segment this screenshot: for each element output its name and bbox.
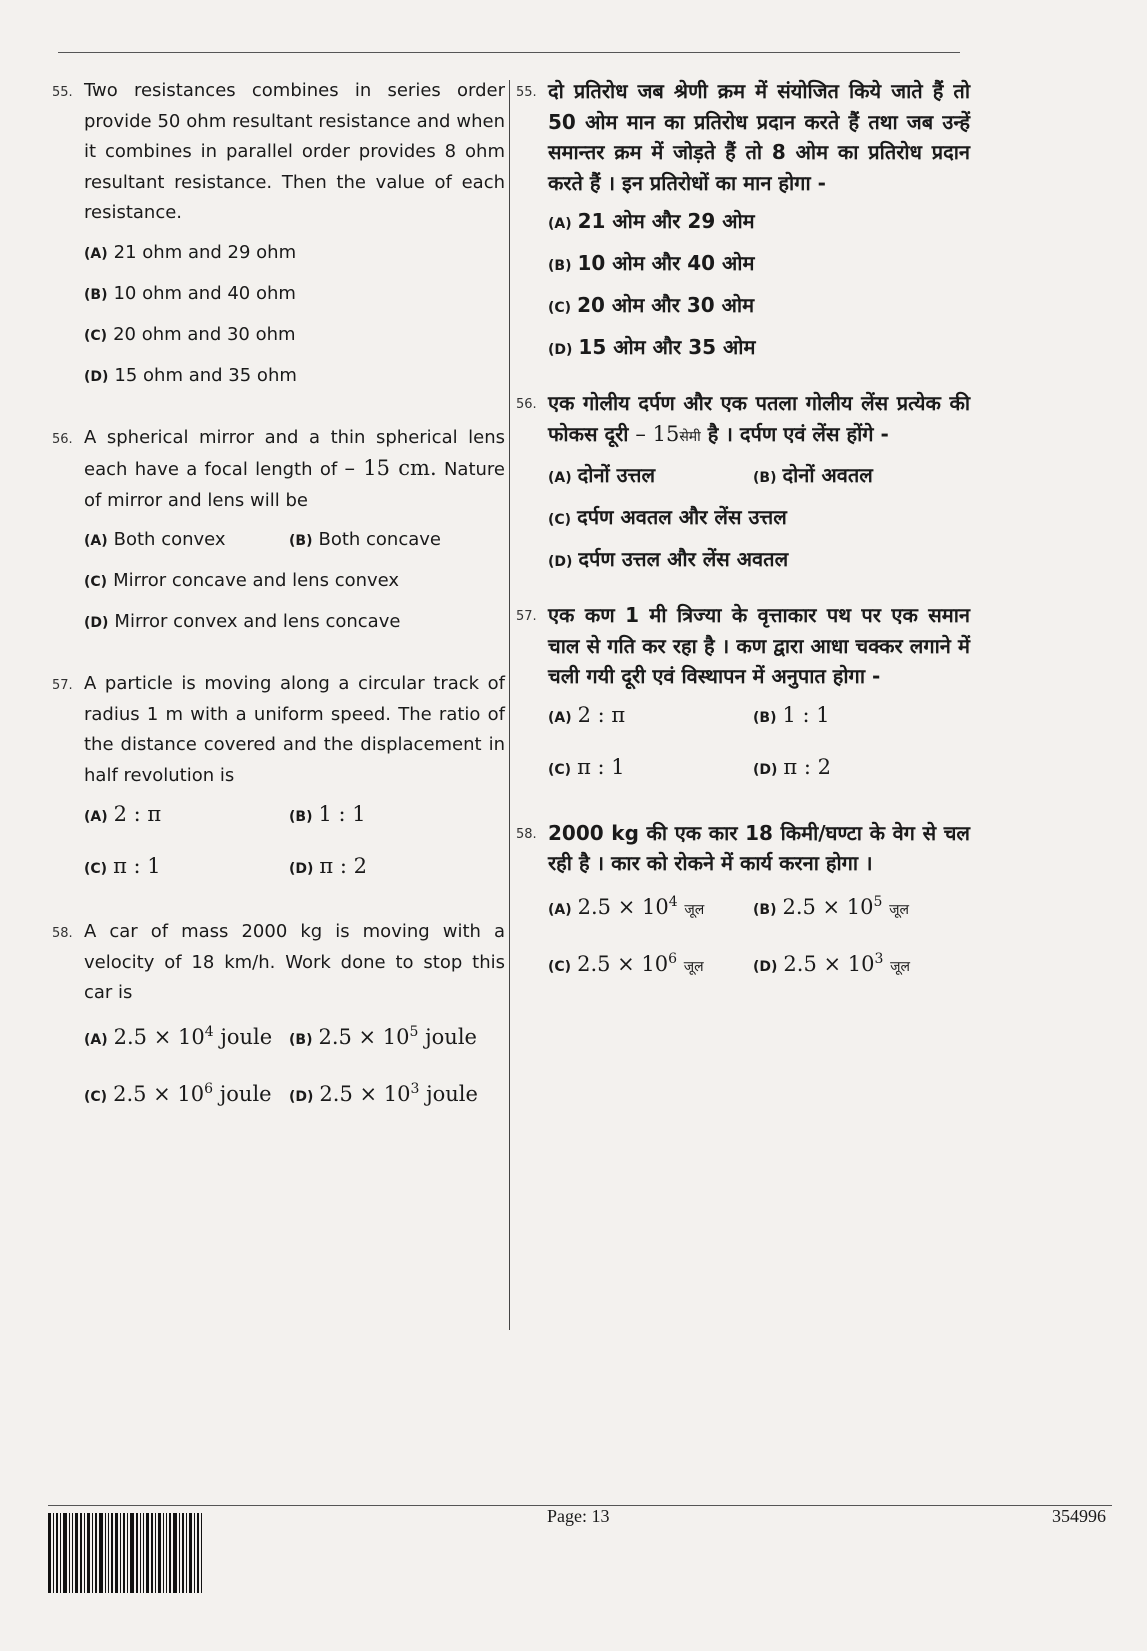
barcode-bar xyxy=(146,1513,149,1593)
question-55-en xyxy=(50,76,505,393)
option-b[interactable]: (B) 1 : 1 xyxy=(289,802,366,826)
barcode-bar xyxy=(69,1513,70,1593)
barcode-bar xyxy=(95,1513,97,1593)
question-text: एक गोलीय दर्पण और एक पतला गोलीय लेंस प्रत्येक की फोकस दूरी – 15सेमी है । दर्पण एवं लेंस होंगे - xyxy=(548,391,970,446)
barcode-bar xyxy=(179,1513,180,1593)
option-c[interactable]: (C) Mirror concave and lens convex xyxy=(84,570,400,591)
question-57-hi xyxy=(514,600,970,786)
option-b[interactable]: (B) 10 ohm and 40 ohm xyxy=(84,282,296,304)
question-text: दो प्रतिरोध जब श्रेणी क्रम में संयोजित किये जाते हैं तो 50 ओम मान का प्रतिरोध प्रदान करते हैं तथा जब उन्हें समान्तर क्रम में जोड़ते हैं तो 8 ओम का प्रतिरोध प्रदान करते हैं । इन प्रतिरोधों का मान होगा - xyxy=(548,79,970,195)
barcode-bar xyxy=(111,1513,113,1593)
question-number: 55. xyxy=(516,85,537,100)
barcode-bar xyxy=(169,1513,171,1593)
option-b[interactable]: (B) Both concave xyxy=(289,529,441,550)
barcode-bar xyxy=(108,1513,109,1593)
page-number: Page: 13 xyxy=(547,1506,610,1526)
question-text: A car of mass 2000 kg is moving with a velocity of 18 km/h. Work done to stop this car is xyxy=(84,921,505,1003)
option-d[interactable]: (D) π : 2 xyxy=(289,854,368,878)
option-d[interactable]: (D) Mirror convex and lens concave xyxy=(84,611,401,632)
barcode-bar xyxy=(72,1513,73,1593)
question-number: 57. xyxy=(516,609,537,624)
barcode-bar xyxy=(87,1513,90,1593)
option-c[interactable]: (C) दर्पण अवतल और लेंस उत्तल xyxy=(548,505,787,529)
barcode-bar xyxy=(140,1513,141,1593)
barcode-bar xyxy=(130,1513,134,1593)
barcode-bar xyxy=(92,1513,93,1593)
barcode-bar xyxy=(197,1513,199,1593)
barcode-bar xyxy=(48,1513,51,1593)
paper-code: 354996 xyxy=(1052,1506,1106,1526)
barcode-bar xyxy=(173,1513,177,1593)
option-a[interactable]: (A) दोनों उत्तल xyxy=(548,463,656,487)
option-a[interactable]: (A) 21 ohm and 29 ohm xyxy=(84,241,297,263)
question-58-en xyxy=(50,917,505,1113)
option-c[interactable]: (C) π : 1 xyxy=(548,754,625,779)
option-c[interactable]: (C) 20 ओम और 30 ओम xyxy=(548,293,755,317)
question-number: 57. xyxy=(52,678,73,693)
column-divider xyxy=(509,80,510,1330)
barcode-bar xyxy=(155,1513,156,1593)
barcode-bar xyxy=(189,1513,192,1593)
option-a[interactable]: (A) 2 : π xyxy=(548,702,626,727)
barcode-bar xyxy=(136,1513,138,1593)
option-c[interactable]: (C) 20 ohm and 30 ohm xyxy=(84,323,296,345)
barcode-icon xyxy=(48,1513,243,1593)
question-text: A spherical mirror and a thin spherical lens each have a focal length of – 15 cm. Nature of mirror and lens will be xyxy=(84,426,505,511)
option-c[interactable]: (C) π : 1 xyxy=(84,854,161,878)
option-c[interactable]: (C) $2.5 \times 10^6$ joule xyxy=(84,1080,272,1106)
option-d[interactable]: (D) $2.5 \times 10^3$ जूल xyxy=(753,950,910,976)
question-text: A particle is moving along a circular track of radius 1 m with a uniform speed. The ratio of the distance covered and the displacement in half revolution is xyxy=(84,673,505,786)
question-text: Two resistances combines in series order provide 50 ohm resultant resistance and when it combines in parallel order provides 8 ohm resultant resistance. Then the value of each resistance. xyxy=(84,80,505,223)
barcode-bar xyxy=(53,1513,54,1593)
barcode-bar xyxy=(75,1513,78,1593)
barcode-bar xyxy=(151,1513,153,1593)
question-55-hi xyxy=(514,76,970,366)
barcode-bar xyxy=(158,1513,161,1593)
barcode-bar xyxy=(80,1513,82,1593)
barcode-bar xyxy=(105,1513,106,1593)
option-b[interactable]: (B) $2.5 \times 10^5$ जूल xyxy=(753,893,910,919)
option-b[interactable]: (B) 1 : 1 xyxy=(753,702,830,727)
barcode-bar xyxy=(127,1513,128,1593)
barcode-bar xyxy=(123,1513,125,1593)
question-number: 58. xyxy=(52,926,73,941)
barcode-bar xyxy=(186,1513,187,1593)
question-56-hi xyxy=(514,388,970,578)
option-a[interactable]: (A) $2.5 \times 10^4$ joule xyxy=(84,1023,273,1049)
question-number: 56. xyxy=(52,431,73,447)
option-d[interactable]: (D) π : 2 xyxy=(753,754,832,779)
option-a[interactable]: (A) Both convex xyxy=(84,529,226,550)
option-c[interactable]: (C) $2.5 \times 10^6$ जूल xyxy=(548,950,704,976)
barcode-bar xyxy=(166,1513,167,1593)
question-text: एक कण 1 मी त्रिज्या के वृत्ताकार पथ पर एक समान चाल से गति कर रहा है । कण द्वारा आधा चक्कर लगाने में चली गयी दूरी एवं विस्थापन में अनुपात होगा - xyxy=(548,603,970,688)
option-d[interactable]: (D) दर्पण उत्तल और लेंस अवतल xyxy=(548,547,789,571)
option-d[interactable]: (D) 15 ohm and 35 ohm xyxy=(84,364,297,386)
question-text: 2000 kg की एक कार 18 किमी/घण्टा के वेग से चल रही है । कार को रोकने में कार्य करना होगा । xyxy=(548,820,970,875)
question-57-en xyxy=(50,669,505,885)
hindi-column xyxy=(514,76,970,983)
barcode-bar xyxy=(194,1513,195,1593)
barcode-bar xyxy=(63,1513,67,1593)
barcode-bar xyxy=(182,1513,184,1593)
option-d[interactable]: (D) $2.5 \times 10^3$ joule xyxy=(289,1080,478,1106)
option-b[interactable]: (B) $2.5 \times 10^5$ joule xyxy=(289,1023,477,1049)
barcode-bar xyxy=(201,1513,202,1593)
question-number: 55. xyxy=(52,85,73,100)
barcode-bar xyxy=(143,1513,144,1593)
option-b[interactable]: (B) दोनों अवतल xyxy=(753,463,873,487)
option-a[interactable]: (A) 2 : π xyxy=(84,802,162,826)
barcode-bar xyxy=(84,1513,85,1593)
option-a[interactable]: (A) 21 ओम और 29 ओम xyxy=(548,209,755,233)
barcode-bar xyxy=(120,1513,121,1593)
question-number: 56. xyxy=(516,397,537,412)
barcode-bar xyxy=(115,1513,118,1593)
barcode-bar xyxy=(163,1513,164,1593)
english-column xyxy=(50,76,505,1113)
question-58-hi xyxy=(514,818,970,983)
barcode-bar xyxy=(60,1513,61,1593)
option-b[interactable]: (B) 10 ओम और 40 ओम xyxy=(548,251,755,275)
question-number: 58. xyxy=(516,826,537,842)
barcode-bar xyxy=(99,1513,103,1593)
question-56-en xyxy=(50,423,505,640)
header-rule xyxy=(58,52,960,53)
option-a[interactable]: (A) $2.5 \times 10^4$ जूल xyxy=(548,893,705,919)
option-d[interactable]: (D) 15 ओम और 35 ओम xyxy=(548,335,756,359)
barcode-bar xyxy=(56,1513,58,1593)
